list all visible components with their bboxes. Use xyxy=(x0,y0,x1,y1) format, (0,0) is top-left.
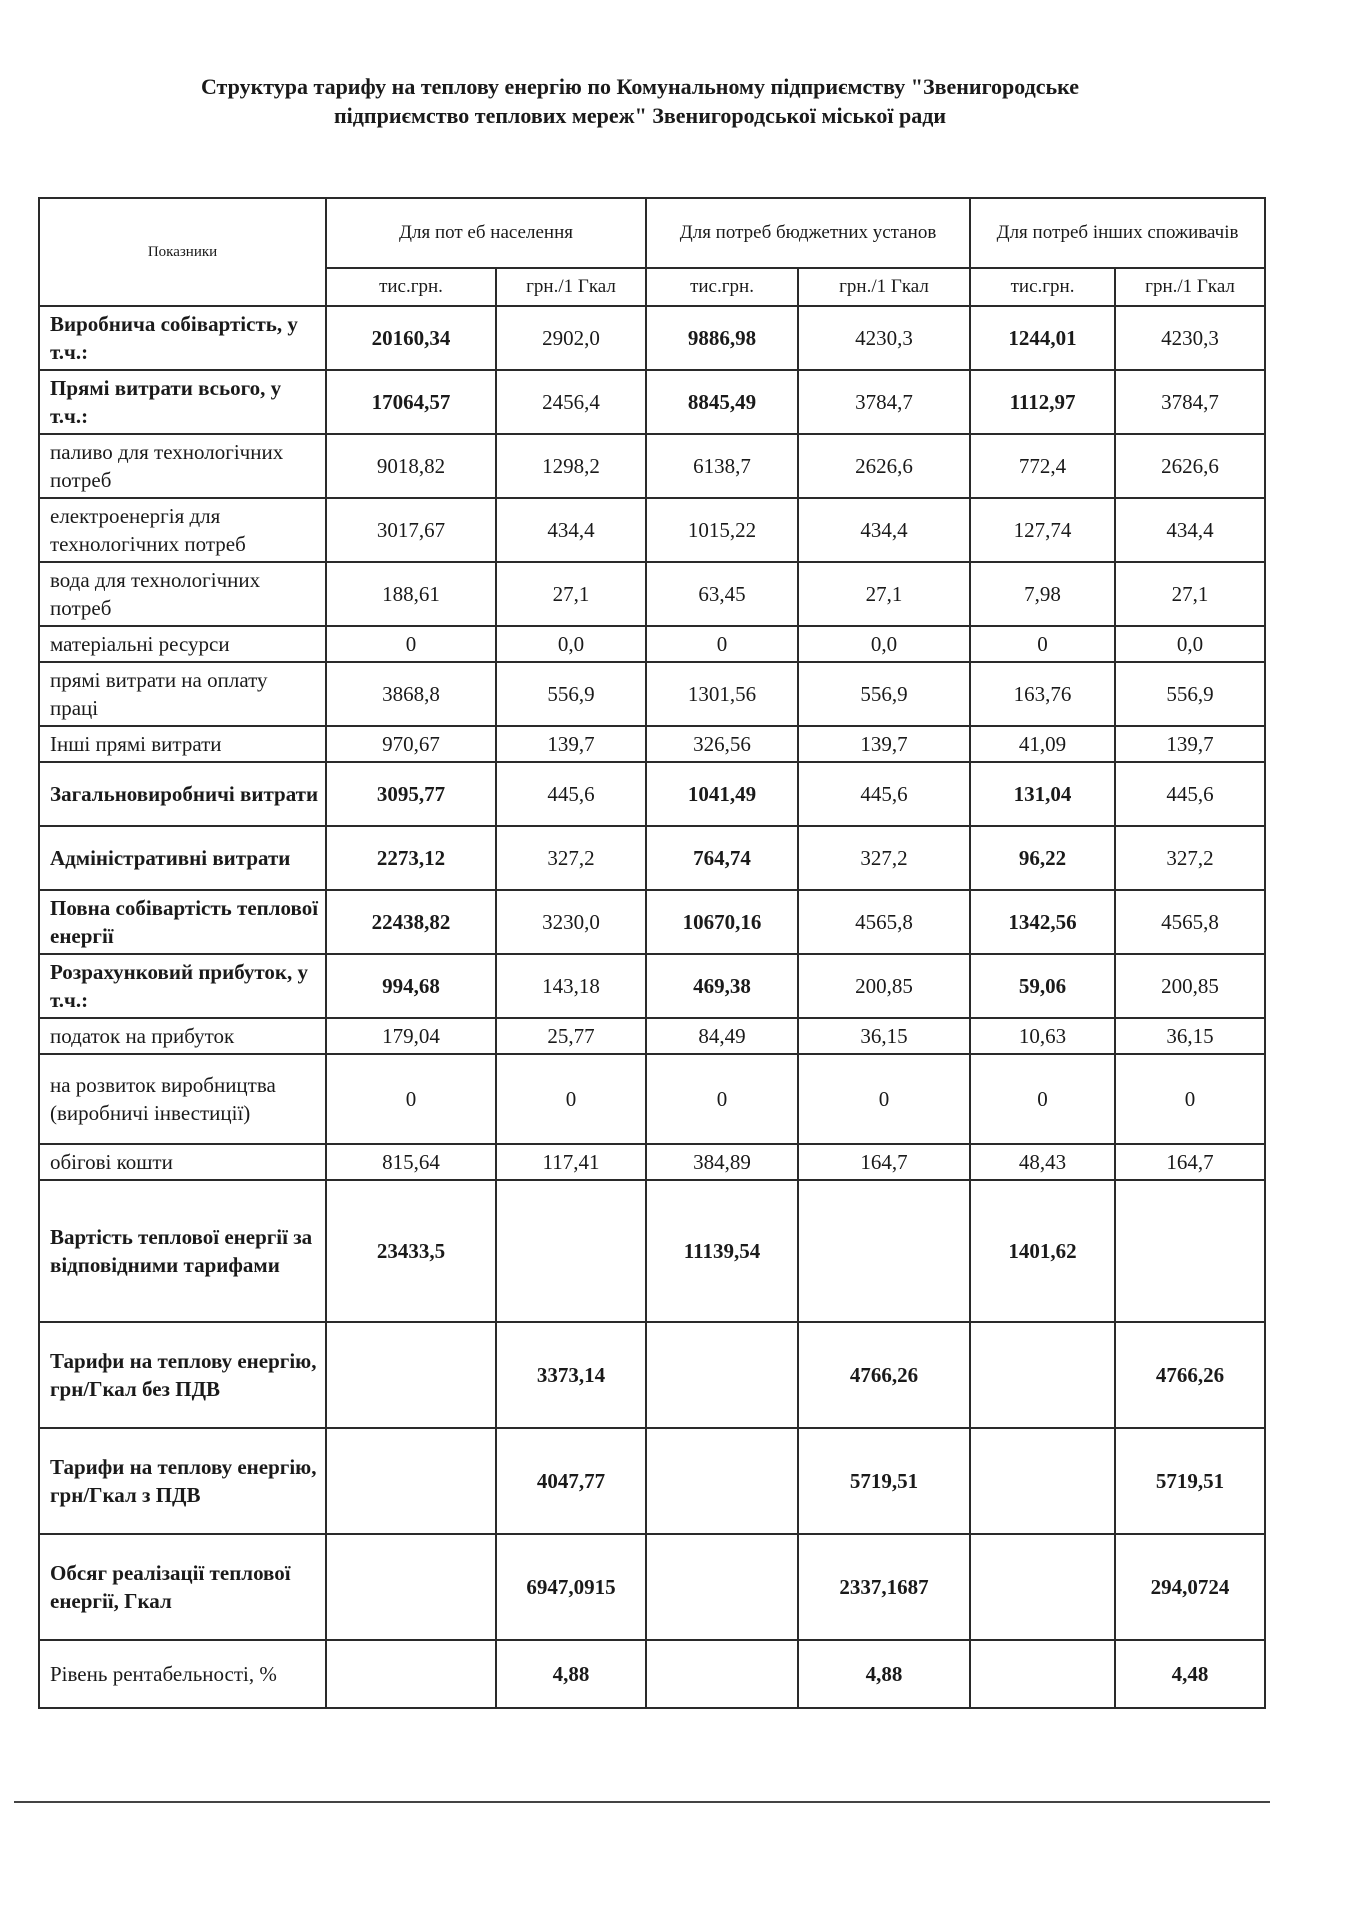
value-cell: 0,0 xyxy=(798,626,970,662)
header-population: Для пот еб населення xyxy=(326,198,646,268)
value-cell: 434,4 xyxy=(1115,498,1265,562)
value-cell: 200,85 xyxy=(798,954,970,1018)
value-cell: 2337,1687 xyxy=(798,1534,970,1640)
value-cell: 36,15 xyxy=(798,1018,970,1054)
table-row xyxy=(39,890,1265,954)
value-cell: 139,7 xyxy=(1115,726,1265,762)
value-cell: 0 xyxy=(798,1054,970,1144)
row-label: електроенергія для технологічних потреб xyxy=(39,498,326,562)
value-cell: 445,6 xyxy=(798,762,970,826)
value-cell: 764,74 xyxy=(646,826,798,890)
value-cell xyxy=(646,1534,798,1640)
value-cell: 815,64 xyxy=(326,1144,496,1180)
table-row xyxy=(39,662,1265,726)
table-row xyxy=(39,1322,1265,1428)
value-cell xyxy=(1115,1180,1265,1322)
value-cell: 2626,6 xyxy=(1115,434,1265,498)
table-row xyxy=(39,434,1265,498)
value-cell: 4766,26 xyxy=(798,1322,970,1428)
unit-uah-per-gcal: грн./1 Гкал xyxy=(496,268,646,306)
value-cell: 0 xyxy=(326,626,496,662)
unit-uah-per-gcal: грн./1 Гкал xyxy=(1115,268,1265,306)
value-cell: 327,2 xyxy=(1115,826,1265,890)
value-cell: 27,1 xyxy=(798,562,970,626)
value-cell: 1041,49 xyxy=(646,762,798,826)
header-budget-institutions: Для потреб бюджетних установ xyxy=(646,198,970,268)
row-label: вода для технологічних потреб xyxy=(39,562,326,626)
value-cell: 22438,82 xyxy=(326,890,496,954)
row-label: Вартість теплової енергії за відповідними тарифами xyxy=(39,1180,326,1322)
value-cell: 179,04 xyxy=(326,1018,496,1054)
value-cell: 4,88 xyxy=(496,1640,646,1708)
value-cell: 1298,2 xyxy=(496,434,646,498)
value-cell: 4047,77 xyxy=(496,1428,646,1534)
value-cell: 327,2 xyxy=(798,826,970,890)
value-cell: 4230,3 xyxy=(798,306,970,370)
value-cell: 3373,14 xyxy=(496,1322,646,1428)
value-cell: 2626,6 xyxy=(798,434,970,498)
value-cell: 139,7 xyxy=(798,726,970,762)
value-cell: 27,1 xyxy=(496,562,646,626)
value-cell: 6138,7 xyxy=(646,434,798,498)
value-cell: 17064,57 xyxy=(326,370,496,434)
value-cell: 4766,26 xyxy=(1115,1322,1265,1428)
value-cell: 2456,4 xyxy=(496,370,646,434)
value-cell: 3868,8 xyxy=(326,662,496,726)
value-cell xyxy=(970,1640,1115,1708)
value-cell: 36,15 xyxy=(1115,1018,1265,1054)
value-cell: 294,0724 xyxy=(1115,1534,1265,1640)
row-label: Інші прямі витрати xyxy=(39,726,326,762)
value-cell xyxy=(970,1322,1115,1428)
unit-uah-per-gcal: грн./1 Гкал xyxy=(798,268,970,306)
table-row xyxy=(39,762,1265,826)
value-cell: 11139,54 xyxy=(646,1180,798,1322)
row-label: Тарифи на теплову енергію, грн/Гкал без ПДВ xyxy=(39,1322,326,1428)
value-cell: 4565,8 xyxy=(798,890,970,954)
value-cell: 556,9 xyxy=(798,662,970,726)
value-cell: 1015,22 xyxy=(646,498,798,562)
value-cell: 0 xyxy=(1115,1054,1265,1144)
table-row xyxy=(39,826,1265,890)
value-cell: 994,68 xyxy=(326,954,496,1018)
value-cell: 59,06 xyxy=(970,954,1115,1018)
unit-thousand-uah: тис.грн. xyxy=(646,268,798,306)
value-cell: 0 xyxy=(326,1054,496,1144)
value-cell: 10,63 xyxy=(970,1018,1115,1054)
value-cell xyxy=(646,1322,798,1428)
value-cell: 1244,01 xyxy=(970,306,1115,370)
table-row xyxy=(39,1180,1265,1322)
row-label: Тарифи на теплову енергію, грн/Гкал з ПДВ xyxy=(39,1428,326,1534)
value-cell xyxy=(496,1180,646,1322)
value-cell: 9018,82 xyxy=(326,434,496,498)
value-cell: 139,7 xyxy=(496,726,646,762)
header-indicators: Показники xyxy=(39,198,326,306)
title-line-1: Структура тарифу на теплову енергію по Комунальному підприємству "Звенигородське xyxy=(200,74,1080,99)
value-cell: 0,0 xyxy=(1115,626,1265,662)
value-cell: 163,76 xyxy=(970,662,1115,726)
value-cell: 0 xyxy=(646,1054,798,1144)
value-cell: 200,85 xyxy=(1115,954,1265,1018)
value-cell: 8845,49 xyxy=(646,370,798,434)
value-cell: 0 xyxy=(496,1054,646,1144)
value-cell: 10670,16 xyxy=(646,890,798,954)
value-cell: 1112,97 xyxy=(970,370,1115,434)
value-cell: 4230,3 xyxy=(1115,306,1265,370)
row-label: паливо для технологічних потреб xyxy=(39,434,326,498)
value-cell: 1342,56 xyxy=(970,890,1115,954)
value-cell xyxy=(326,1322,496,1428)
value-cell: 384,89 xyxy=(646,1144,798,1180)
value-cell: 469,38 xyxy=(646,954,798,1018)
value-cell: 3784,7 xyxy=(1115,370,1265,434)
table-body xyxy=(39,306,1265,1708)
value-cell: 3017,67 xyxy=(326,498,496,562)
table-row xyxy=(39,1054,1265,1144)
row-label: податок на прибуток xyxy=(39,1018,326,1054)
value-cell: 434,4 xyxy=(496,498,646,562)
value-cell: 1301,56 xyxy=(646,662,798,726)
value-cell: 445,6 xyxy=(1115,762,1265,826)
unit-thousand-uah: тис.грн. xyxy=(326,268,496,306)
table-row xyxy=(39,370,1265,434)
value-cell xyxy=(970,1428,1115,1534)
value-cell: 117,41 xyxy=(496,1144,646,1180)
row-label: матеріальні ресурси xyxy=(39,626,326,662)
value-cell: 41,09 xyxy=(970,726,1115,762)
value-cell: 772,4 xyxy=(970,434,1115,498)
value-cell: 7,98 xyxy=(970,562,1115,626)
value-cell: 445,6 xyxy=(496,762,646,826)
value-cell: 327,2 xyxy=(496,826,646,890)
value-cell: 556,9 xyxy=(1115,662,1265,726)
value-cell: 3784,7 xyxy=(798,370,970,434)
value-cell: 4565,8 xyxy=(1115,890,1265,954)
table-row xyxy=(39,498,1265,562)
value-cell: 127,74 xyxy=(970,498,1115,562)
value-cell: 164,7 xyxy=(798,1144,970,1180)
value-cell xyxy=(326,1534,496,1640)
value-cell: 4,88 xyxy=(798,1640,970,1708)
value-cell: 556,9 xyxy=(496,662,646,726)
value-cell xyxy=(326,1428,496,1534)
value-cell: 4,48 xyxy=(1115,1640,1265,1708)
row-label: Обсяг реалізації теплової енергії, Гкал xyxy=(39,1534,326,1640)
value-cell: 23433,5 xyxy=(326,1180,496,1322)
value-cell: 970,67 xyxy=(326,726,496,762)
value-cell xyxy=(646,1428,798,1534)
table-row xyxy=(39,626,1265,662)
value-cell: 434,4 xyxy=(798,498,970,562)
value-cell: 1401,62 xyxy=(970,1180,1115,1322)
value-cell: 0 xyxy=(970,626,1115,662)
table-row xyxy=(39,726,1265,762)
value-cell: 5719,51 xyxy=(798,1428,970,1534)
table-row xyxy=(39,1144,1265,1180)
title-line-2: підприємство теплових мереж" Звенигородської міської ради xyxy=(333,103,947,128)
row-label: на розвиток виробництва (виробничі інвестиції) xyxy=(39,1054,326,1144)
row-label: прямі витрати на оплату праці xyxy=(39,662,326,726)
table-row xyxy=(39,954,1265,1018)
value-cell: 131,04 xyxy=(970,762,1115,826)
row-label: Рівень рентабельності, % xyxy=(39,1640,326,1708)
value-cell: 63,45 xyxy=(646,562,798,626)
value-cell: 0,0 xyxy=(496,626,646,662)
value-cell: 3095,77 xyxy=(326,762,496,826)
value-cell: 25,77 xyxy=(496,1018,646,1054)
unit-thousand-uah: тис.грн. xyxy=(970,268,1115,306)
table-row xyxy=(39,1640,1265,1708)
value-cell: 0 xyxy=(646,626,798,662)
table-row xyxy=(39,562,1265,626)
header-other-consumers: Для потреб інших споживачів xyxy=(970,198,1265,268)
value-cell: 0 xyxy=(970,1054,1115,1144)
value-cell: 84,49 xyxy=(646,1018,798,1054)
row-label: Розрахунковий прибуток, у т.ч.: xyxy=(39,954,326,1018)
table-row xyxy=(39,306,1265,370)
value-cell: 326,56 xyxy=(646,726,798,762)
row-label: Адміністративні витрати xyxy=(39,826,326,890)
value-cell: 143,18 xyxy=(496,954,646,1018)
row-label: Загальновиробничі витрати xyxy=(39,762,326,826)
value-cell: 2273,12 xyxy=(326,826,496,890)
table-row xyxy=(39,1534,1265,1640)
row-label: обігові кошти xyxy=(39,1144,326,1180)
value-cell xyxy=(326,1640,496,1708)
value-cell: 188,61 xyxy=(326,562,496,626)
value-cell: 164,7 xyxy=(1115,1144,1265,1180)
value-cell: 9886,98 xyxy=(646,306,798,370)
row-label: Прямі витрати всього, у т.ч.: xyxy=(39,370,326,434)
value-cell: 27,1 xyxy=(1115,562,1265,626)
value-cell: 48,43 xyxy=(970,1144,1115,1180)
table-row xyxy=(39,1018,1265,1054)
table-row xyxy=(39,1428,1265,1534)
row-label: Повна собівартість теплової енергії xyxy=(39,890,326,954)
tariff-structure-table xyxy=(38,197,1266,1709)
bottom-rule xyxy=(14,1801,1270,1803)
value-cell: 96,22 xyxy=(970,826,1115,890)
value-cell: 2902,0 xyxy=(496,306,646,370)
document-title xyxy=(60,72,1220,130)
value-cell: 20160,34 xyxy=(326,306,496,370)
value-cell xyxy=(646,1640,798,1708)
value-cell xyxy=(798,1180,970,1322)
row-label: Виробнича собівартість, у т.ч.: xyxy=(39,306,326,370)
value-cell: 3230,0 xyxy=(496,890,646,954)
value-cell: 6947,0915 xyxy=(496,1534,646,1640)
value-cell: 5719,51 xyxy=(1115,1428,1265,1534)
value-cell xyxy=(970,1534,1115,1640)
